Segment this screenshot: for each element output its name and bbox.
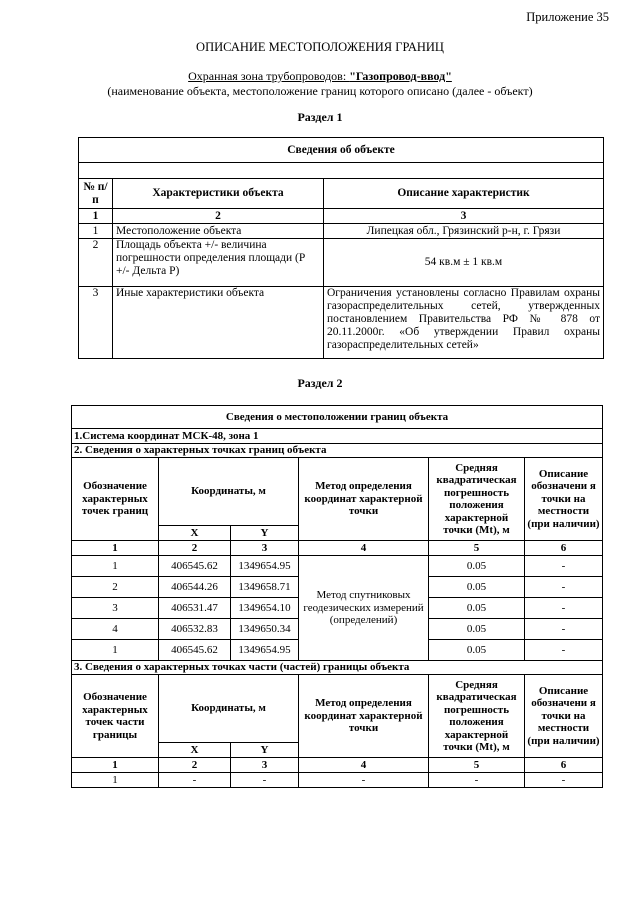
row-value: Ограничения установлены согласно Правилам охраны газораспределительных сетей, утвержденных постановлением Правительства РФ № 878 от 20.11.2000г. «Об утверждении Правил охраны газораспределительных сетей» xyxy=(324,287,604,359)
table2-index-cell: 6 xyxy=(525,758,603,773)
col-y-header: Y xyxy=(231,743,299,758)
col-desc-header: Описание обозначени я точки на местности (при наличии) xyxy=(525,458,603,541)
table-row xyxy=(79,224,604,239)
col-point-header: Обозначение характерных точек границ xyxy=(72,458,159,541)
row-number: 1 xyxy=(79,224,113,239)
table2-index-cell: 4 xyxy=(299,541,429,556)
point-x: 406531.47 xyxy=(159,598,231,619)
point-y: 1349654.95 xyxy=(231,556,299,577)
row-characteristic: Площадь объекта +/- величина погрешности определения площади (P +/- Дельта P) xyxy=(113,239,324,287)
point-number: 4 xyxy=(72,619,159,640)
boundaries-table xyxy=(71,405,603,788)
point-number: 2 xyxy=(72,577,159,598)
col-method-header: Метод определения координат характерной точки xyxy=(299,458,429,541)
point-error: 0.05 xyxy=(429,640,525,661)
point-desc: - xyxy=(525,577,603,598)
col-coords-header: Координаты, м xyxy=(159,458,299,526)
object-note: (наименование объекта, местоположение границ которого описано (далее - объект) xyxy=(107,84,533,98)
point-y: 1349658.71 xyxy=(231,577,299,598)
table2-index-cell: 3 xyxy=(231,541,299,556)
table2-index-cell: 1 xyxy=(72,758,159,773)
col-error-header: Средняя квадратическая погрешность положения характерной точки (Mt), м xyxy=(429,458,525,541)
table2-index-cell: 3 xyxy=(231,758,299,773)
part-point-x: - xyxy=(159,773,231,788)
table2-index-cell: 4 xyxy=(299,758,429,773)
section-2-title: Раздел 2 xyxy=(297,376,343,390)
point-number: 1 xyxy=(72,640,159,661)
table1-index-cell: 1 xyxy=(79,209,113,224)
part-point-desc: - xyxy=(525,773,603,788)
table2-index-cell: 2 xyxy=(159,541,231,556)
point-desc: - xyxy=(525,619,603,640)
row-value: Липецкая обл., Грязинский р-н, г. Грязи xyxy=(324,224,604,239)
row-characteristic: Местоположение объекта xyxy=(113,224,324,239)
table2-index-cell: 5 xyxy=(429,541,525,556)
table-row xyxy=(79,239,604,287)
col-point-part-header: Обозначение характерных точек части границы xyxy=(72,675,159,758)
table2-index-cell: 5 xyxy=(429,758,525,773)
col-x-header: X xyxy=(159,526,231,541)
table1-header-characteristic: Характеристики объекта xyxy=(113,179,324,209)
object-name: "Газопровод-ввод" xyxy=(349,69,452,83)
table2-index-cell: 1 xyxy=(72,541,159,556)
table1-spacer xyxy=(79,163,604,179)
points-subtitle: 2. Сведения о характерных точках границ объекта xyxy=(72,444,603,458)
point-y: 1349654.10 xyxy=(231,598,299,619)
table1-header-description: Описание характеристик xyxy=(324,179,604,209)
part-point-error: - xyxy=(429,773,525,788)
table-row xyxy=(79,287,604,359)
table1-title: Сведения об объекте xyxy=(79,138,604,163)
point-number: 1 xyxy=(72,556,159,577)
point-error: 0.05 xyxy=(429,598,525,619)
row-number: 3 xyxy=(79,287,113,359)
point-desc: - xyxy=(525,598,603,619)
col-y-header: Y xyxy=(231,526,299,541)
table2-index-cell: 2 xyxy=(159,758,231,773)
coord-system: 1.Система координат МСК-48, зона 1 xyxy=(72,429,603,444)
part-point-method: - xyxy=(299,773,429,788)
col-x-header: X xyxy=(159,743,231,758)
method-cell: Метод спутниковых геодезических измерений (определений) xyxy=(299,556,429,661)
col-method-header: Метод определения координат характерной точки xyxy=(299,675,429,758)
appendix-label: Приложение 35 xyxy=(526,10,609,24)
table1-index-cell: 2 xyxy=(113,209,324,224)
table-row xyxy=(72,556,603,577)
point-x: 406532.83 xyxy=(159,619,231,640)
table1-index-cell: 3 xyxy=(324,209,604,224)
table-row xyxy=(72,773,603,788)
table2-title: Сведения о местоположении границ объекта xyxy=(72,406,603,429)
document-title: ОПИСАНИЕ МЕСТОПОЛОЖЕНИЯ ГРАНИЦ xyxy=(196,40,444,54)
object-name-line xyxy=(0,69,640,84)
table2-index-cell: 6 xyxy=(525,541,603,556)
point-error: 0.05 xyxy=(429,577,525,598)
col-error-header: Средняя квадратическая погрешность положения характерной точки (Mt), м xyxy=(429,675,525,758)
part-point-number: 1 xyxy=(72,773,159,788)
point-desc: - xyxy=(525,640,603,661)
col-coords-header: Координаты, м xyxy=(159,675,299,743)
point-error: 0.05 xyxy=(429,619,525,640)
col-desc-header: Описание обозначени я точки на местности (при наличии) xyxy=(525,675,603,758)
point-number: 3 xyxy=(72,598,159,619)
table1-header-n: № п/п xyxy=(79,179,113,209)
point-x: 406544.26 xyxy=(159,577,231,598)
section-1-title: Раздел 1 xyxy=(297,110,343,124)
row-characteristic: Иные характеристики объекта xyxy=(113,287,324,359)
row-value: 54 кв.м ± 1 кв.м xyxy=(324,239,604,287)
object-prefix: Охранная зона трубопроводов: xyxy=(188,69,350,83)
row-number: 2 xyxy=(79,239,113,287)
point-error: 0.05 xyxy=(429,556,525,577)
point-x: 406545.62 xyxy=(159,640,231,661)
part-points-subtitle: 3. Сведения о характерных точках части (частей) границы объекта xyxy=(72,661,603,675)
point-desc: - xyxy=(525,556,603,577)
point-y: 1349650.34 xyxy=(231,619,299,640)
point-y: 1349654.95 xyxy=(231,640,299,661)
object-info-table xyxy=(78,137,604,359)
point-x: 406545.62 xyxy=(159,556,231,577)
part-point-y: - xyxy=(231,773,299,788)
